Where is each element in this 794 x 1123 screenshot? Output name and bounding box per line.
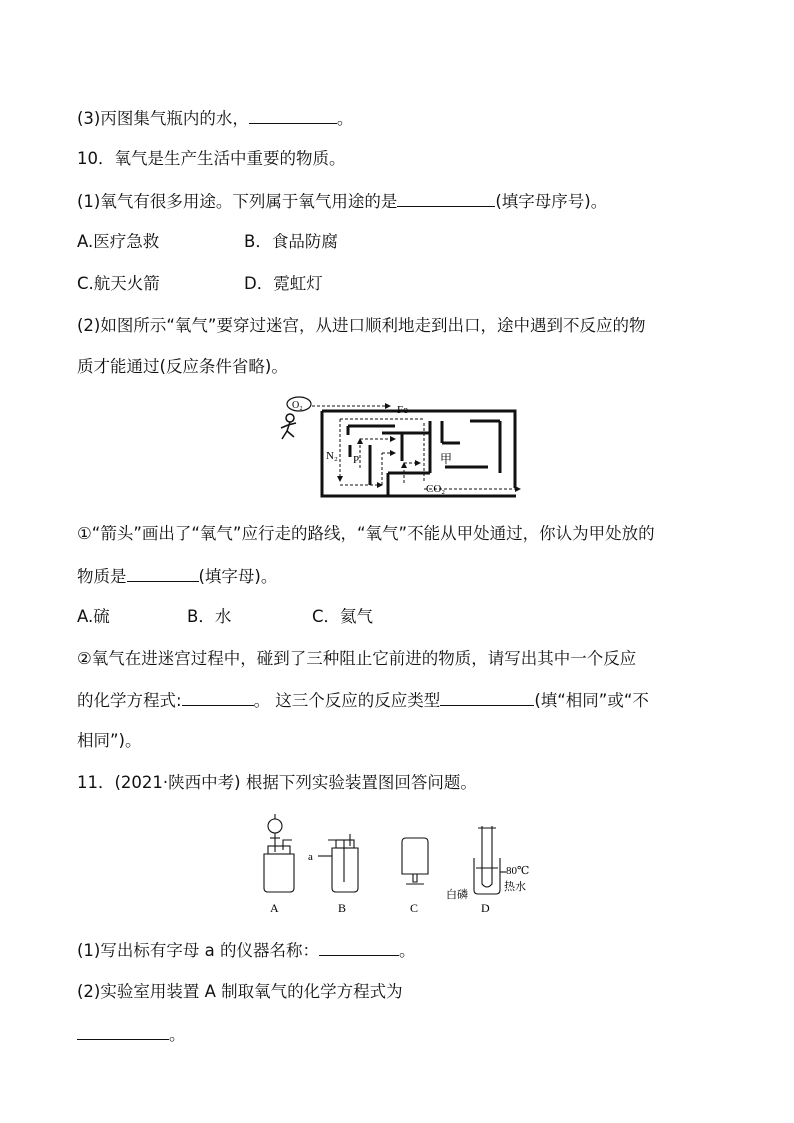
answer-blank[interactable]: [127, 566, 199, 582]
q10-sub2-line1: ②氧气在进迷宫过程中，碰到了三种阻止它前进的物质，请写出其中一个反应: [77, 649, 637, 668]
q10-sub2-line2: 的化学方程式: 。 这三个反应的反应类型 (填“相同”或“不: [77, 691, 649, 710]
q10-sub1-option-b: B．水: [187, 607, 232, 626]
apparatus-b: [318, 834, 358, 892]
answer-blank[interactable]: [249, 108, 337, 124]
answer-blank[interactable]: [182, 690, 254, 706]
q11-part2-line2: 。: [77, 1024, 186, 1045]
q10-sub2-line3: 相同”)。: [77, 731, 142, 750]
apparatus-label-b: B: [338, 901, 347, 915]
q11-title: 11．(2021·陕西中考) 根据下列实验装置图回答问题。: [77, 773, 477, 792]
apparatus-a: [264, 814, 294, 892]
maze-diagram: [270, 393, 530, 505]
hot-water-label: 热水: [504, 881, 526, 893]
walker-figure: [281, 414, 296, 439]
maze-label-fe: Fe: [397, 404, 408, 416]
maze-label-n2: N₂: [326, 450, 338, 462]
maze-label-p: P: [353, 454, 360, 466]
answer-blank[interactable]: [440, 690, 534, 706]
q10-sub1-option-c: C．氦气: [312, 607, 374, 626]
label-a-marker: a: [308, 851, 313, 863]
apparatus-label-d: D: [481, 901, 490, 915]
q10-sub1-line2: 物质是 (填字母)。: [77, 567, 278, 586]
maze-path-arrows: [312, 406, 520, 489]
answer-blank[interactable]: [77, 1024, 169, 1040]
q10-part2-line1: (2)如图所示“氧气”要穿过迷宫，从进口顺利地走到出口，途中遇到不反应的物: [77, 316, 646, 335]
apparatus-diagram: [250, 812, 540, 918]
q10-option-d: D．霓虹灯: [244, 274, 323, 293]
maze-label-jia: 甲: [440, 452, 453, 466]
answer-blank[interactable]: [397, 191, 495, 207]
apparatus-label-a: A: [270, 901, 279, 915]
q10-sub1-line1: ①“箭头”画出了“氧气”应行走的路线，“氧气”不能从甲处通过，你认为甲处放的: [77, 524, 655, 543]
o2-label: O₂: [292, 400, 303, 411]
maze-walls: [322, 411, 516, 496]
white-phosphorus-label: 白磷: [446, 889, 468, 901]
apparatus-d: [474, 826, 506, 894]
q10-part2-line2: 质才能通过(反应条件省略)。: [77, 357, 288, 376]
q10-part1: (1)氧气有很多用途。下列属于氧气用途的是 (填字母序号)。: [77, 192, 608, 211]
q10-option-c: C.航天火箭: [77, 274, 160, 293]
q10-option-a: A.医疗急救: [77, 232, 160, 251]
maze-label-co2: CO₂: [426, 483, 446, 495]
q11-part1: (1)写出标有字母 a 的仪器名称： 。: [77, 941, 416, 960]
temp-label: 80℃: [506, 865, 530, 877]
apparatus-label-c: C: [410, 901, 419, 915]
apparatus-c: [402, 838, 428, 884]
q10-sub1-option-a: A.硫: [77, 607, 110, 626]
q11-part2-line1: (2)实验室用装置 A 制取氧气的化学方程式为: [77, 982, 403, 1001]
answer-blank[interactable]: [319, 940, 399, 956]
q10-title: 10．氧气是生产生活中重要的物质。: [77, 149, 346, 168]
q10-option-b: B．食品防腐: [244, 232, 338, 251]
q9-part3: (3)丙图集气瓶内的水， 。: [77, 109, 354, 128]
